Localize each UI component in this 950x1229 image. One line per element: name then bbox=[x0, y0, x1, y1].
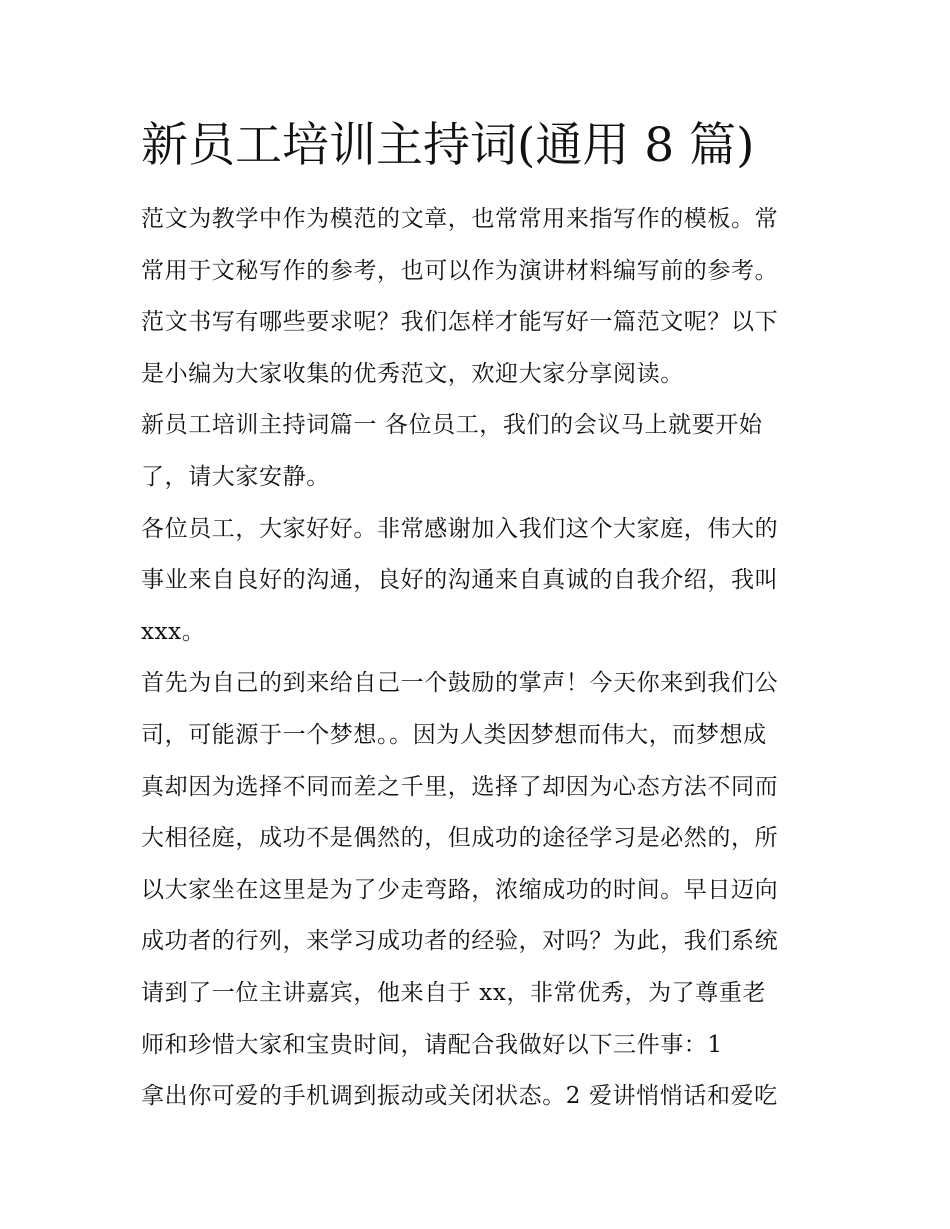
text-line: 以大家坐在这里是为了少走弯路，浓缩成功的时间。早日迈向 bbox=[141, 876, 779, 903]
text-line: 常用于文秘写作的参考，也可以作为演讲材料编写前的参考。 bbox=[141, 257, 779, 284]
text-line: 新员工培训主持词篇一 各位员工，我们的会议马上就要开始 bbox=[141, 412, 763, 439]
text-line: 首先为自己的到来给自己一个鼓励的掌声！今天你来到我们公 bbox=[141, 670, 779, 697]
text-line: 大相径庭，成功不是偶然的，但成功的途径学习是必然的，所 bbox=[141, 825, 779, 852]
text-line: 了，请大家安静。 bbox=[141, 463, 330, 490]
text-line: 师和珍惜大家和宝贵时间，请配合我做好以下三件事：1 bbox=[141, 1031, 723, 1058]
text-line: 拿出你可爱的手机调到振动或关闭状态。2 爱讲悄悄话和爱吃 bbox=[141, 1083, 778, 1110]
text-line: xxx。 bbox=[141, 618, 206, 645]
text-line: 是小编为大家收集的优秀范文，欢迎大家分享阅读。 bbox=[141, 360, 684, 387]
document-page bbox=[141, 110, 813, 1123]
document-body bbox=[141, 194, 813, 1123]
text-line: 事业来自良好的沟通，良好的沟通来自真诚的自我介绍，我叫 bbox=[141, 567, 779, 594]
text-line: 真却因为选择不同而差之千里，选择了却因为心态方法不同而 bbox=[141, 773, 779, 800]
text-line: 范文书写有哪些要求呢？我们怎样才能写好一篇范文呢？以下 bbox=[141, 309, 779, 336]
text-line: 成功者的行列，来学习成功者的经验，对吗？为此，我们系统 bbox=[141, 928, 779, 955]
document-title: 新员工培训主持词(通用 8 篇) bbox=[141, 118, 755, 173]
text-line: 范文为教学中作为模范的文章，也常常用来指写作的模板。常 bbox=[141, 206, 779, 232]
text-line: 各位员工，大家好好。非常感谢加入我们这个大家庭，伟大的 bbox=[141, 515, 779, 542]
text-line: 请到了一位主讲嘉宾，他来自于 xx，非常优秀，为了尊重老 bbox=[141, 979, 767, 1006]
text-line: 司，可能源于一个梦想。。因为人类因梦想而伟大，而梦想成 bbox=[141, 721, 767, 748]
